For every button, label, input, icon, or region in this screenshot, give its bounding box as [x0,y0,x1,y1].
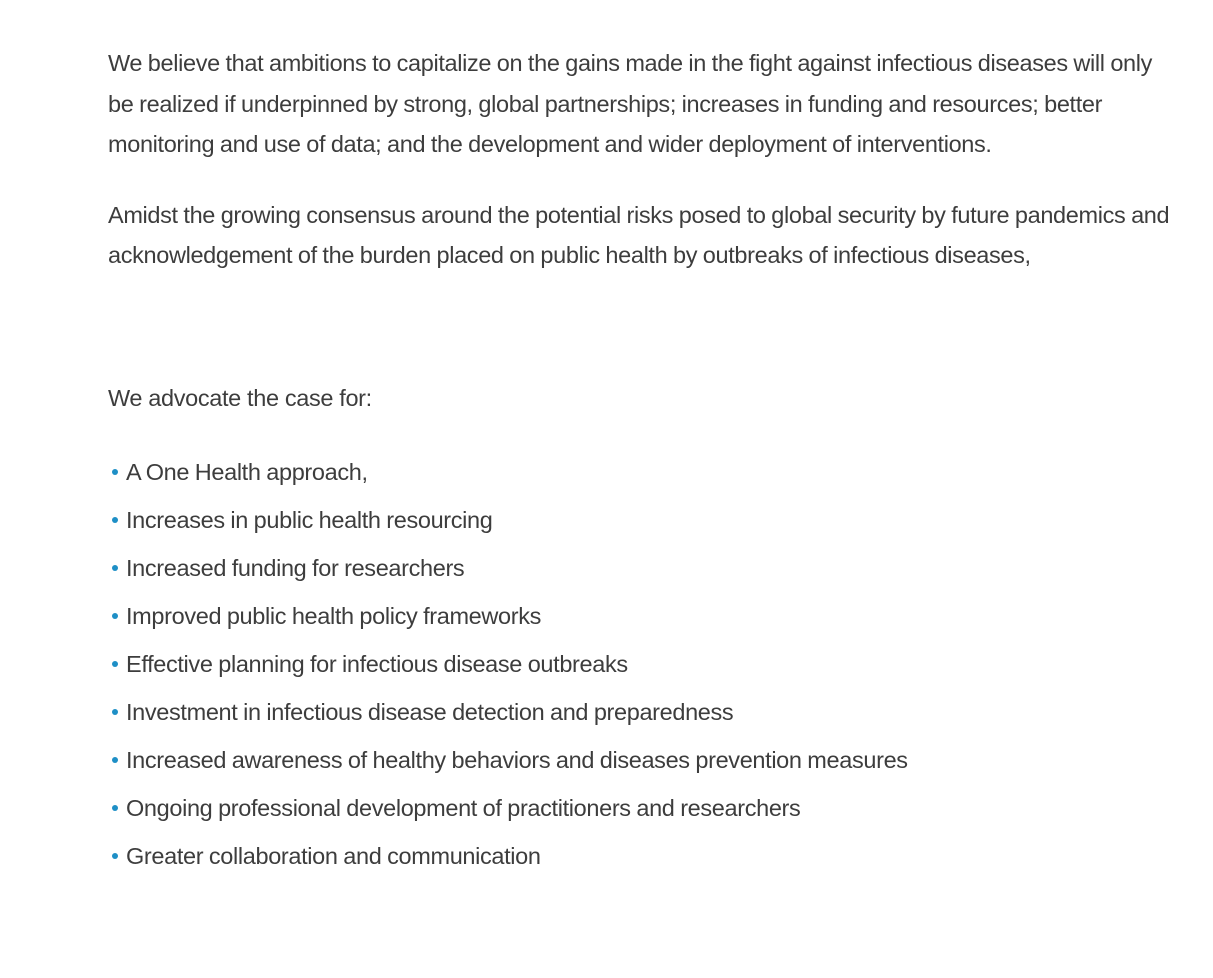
bullet-icon [112,805,118,811]
bullet-icon [112,613,118,619]
list-item [108,593,1178,641]
list-item [108,497,1178,545]
advocacy-intro: We advocate the case for: [108,384,372,411]
list-item-label: A One Health approach, [126,459,368,485]
advocacy-list [108,449,1178,881]
list-item-label: Improved public health policy frameworks [126,603,542,629]
bullet-icon [112,565,118,571]
list-item [108,833,1178,881]
list-item-label: Greater collaboration and communication [126,843,541,869]
bullet-icon [112,757,118,763]
list-item [108,641,1178,689]
bullet-icon [112,517,118,523]
list-item [108,545,1178,593]
bullet-icon [112,853,118,859]
article-content [108,43,1178,881]
list-item [108,689,1178,737]
list-item-label: Investment in infectious disease detection and preparedness [126,699,734,725]
bullet-icon [112,709,118,715]
list-item-label: Increased funding for researchers [126,555,465,581]
bullet-icon [112,469,118,475]
list-item [108,737,1178,785]
list-item-label: Effective planning for infectious disease outbreaks [126,651,628,677]
paragraph-consensus: Amidst the growing consensus around the potential risks posed to global security by future pandemics and acknowledgement of the burden placed on public health by outbreaks of infectious diseases, [108,201,1170,268]
list-item [108,449,1178,497]
bullet-icon [112,661,118,667]
list-item-label: Increased awareness of healthy behaviors and diseases prevention measures [126,747,908,773]
list-item-label: Ongoing professional development of practitioners and researchers [126,795,801,821]
list-item-label: Increases in public health resourcing [126,507,493,533]
list-item [108,785,1178,833]
paragraph-partnerships: We believe that ambitions to capitalize on the gains made in the fight against infectious diseases will only be realized if underpinned by strong, global partnerships; increases in funding and resources; better monitoring and use of data; and the development and wider deployment of interventions. [108,50,1153,157]
